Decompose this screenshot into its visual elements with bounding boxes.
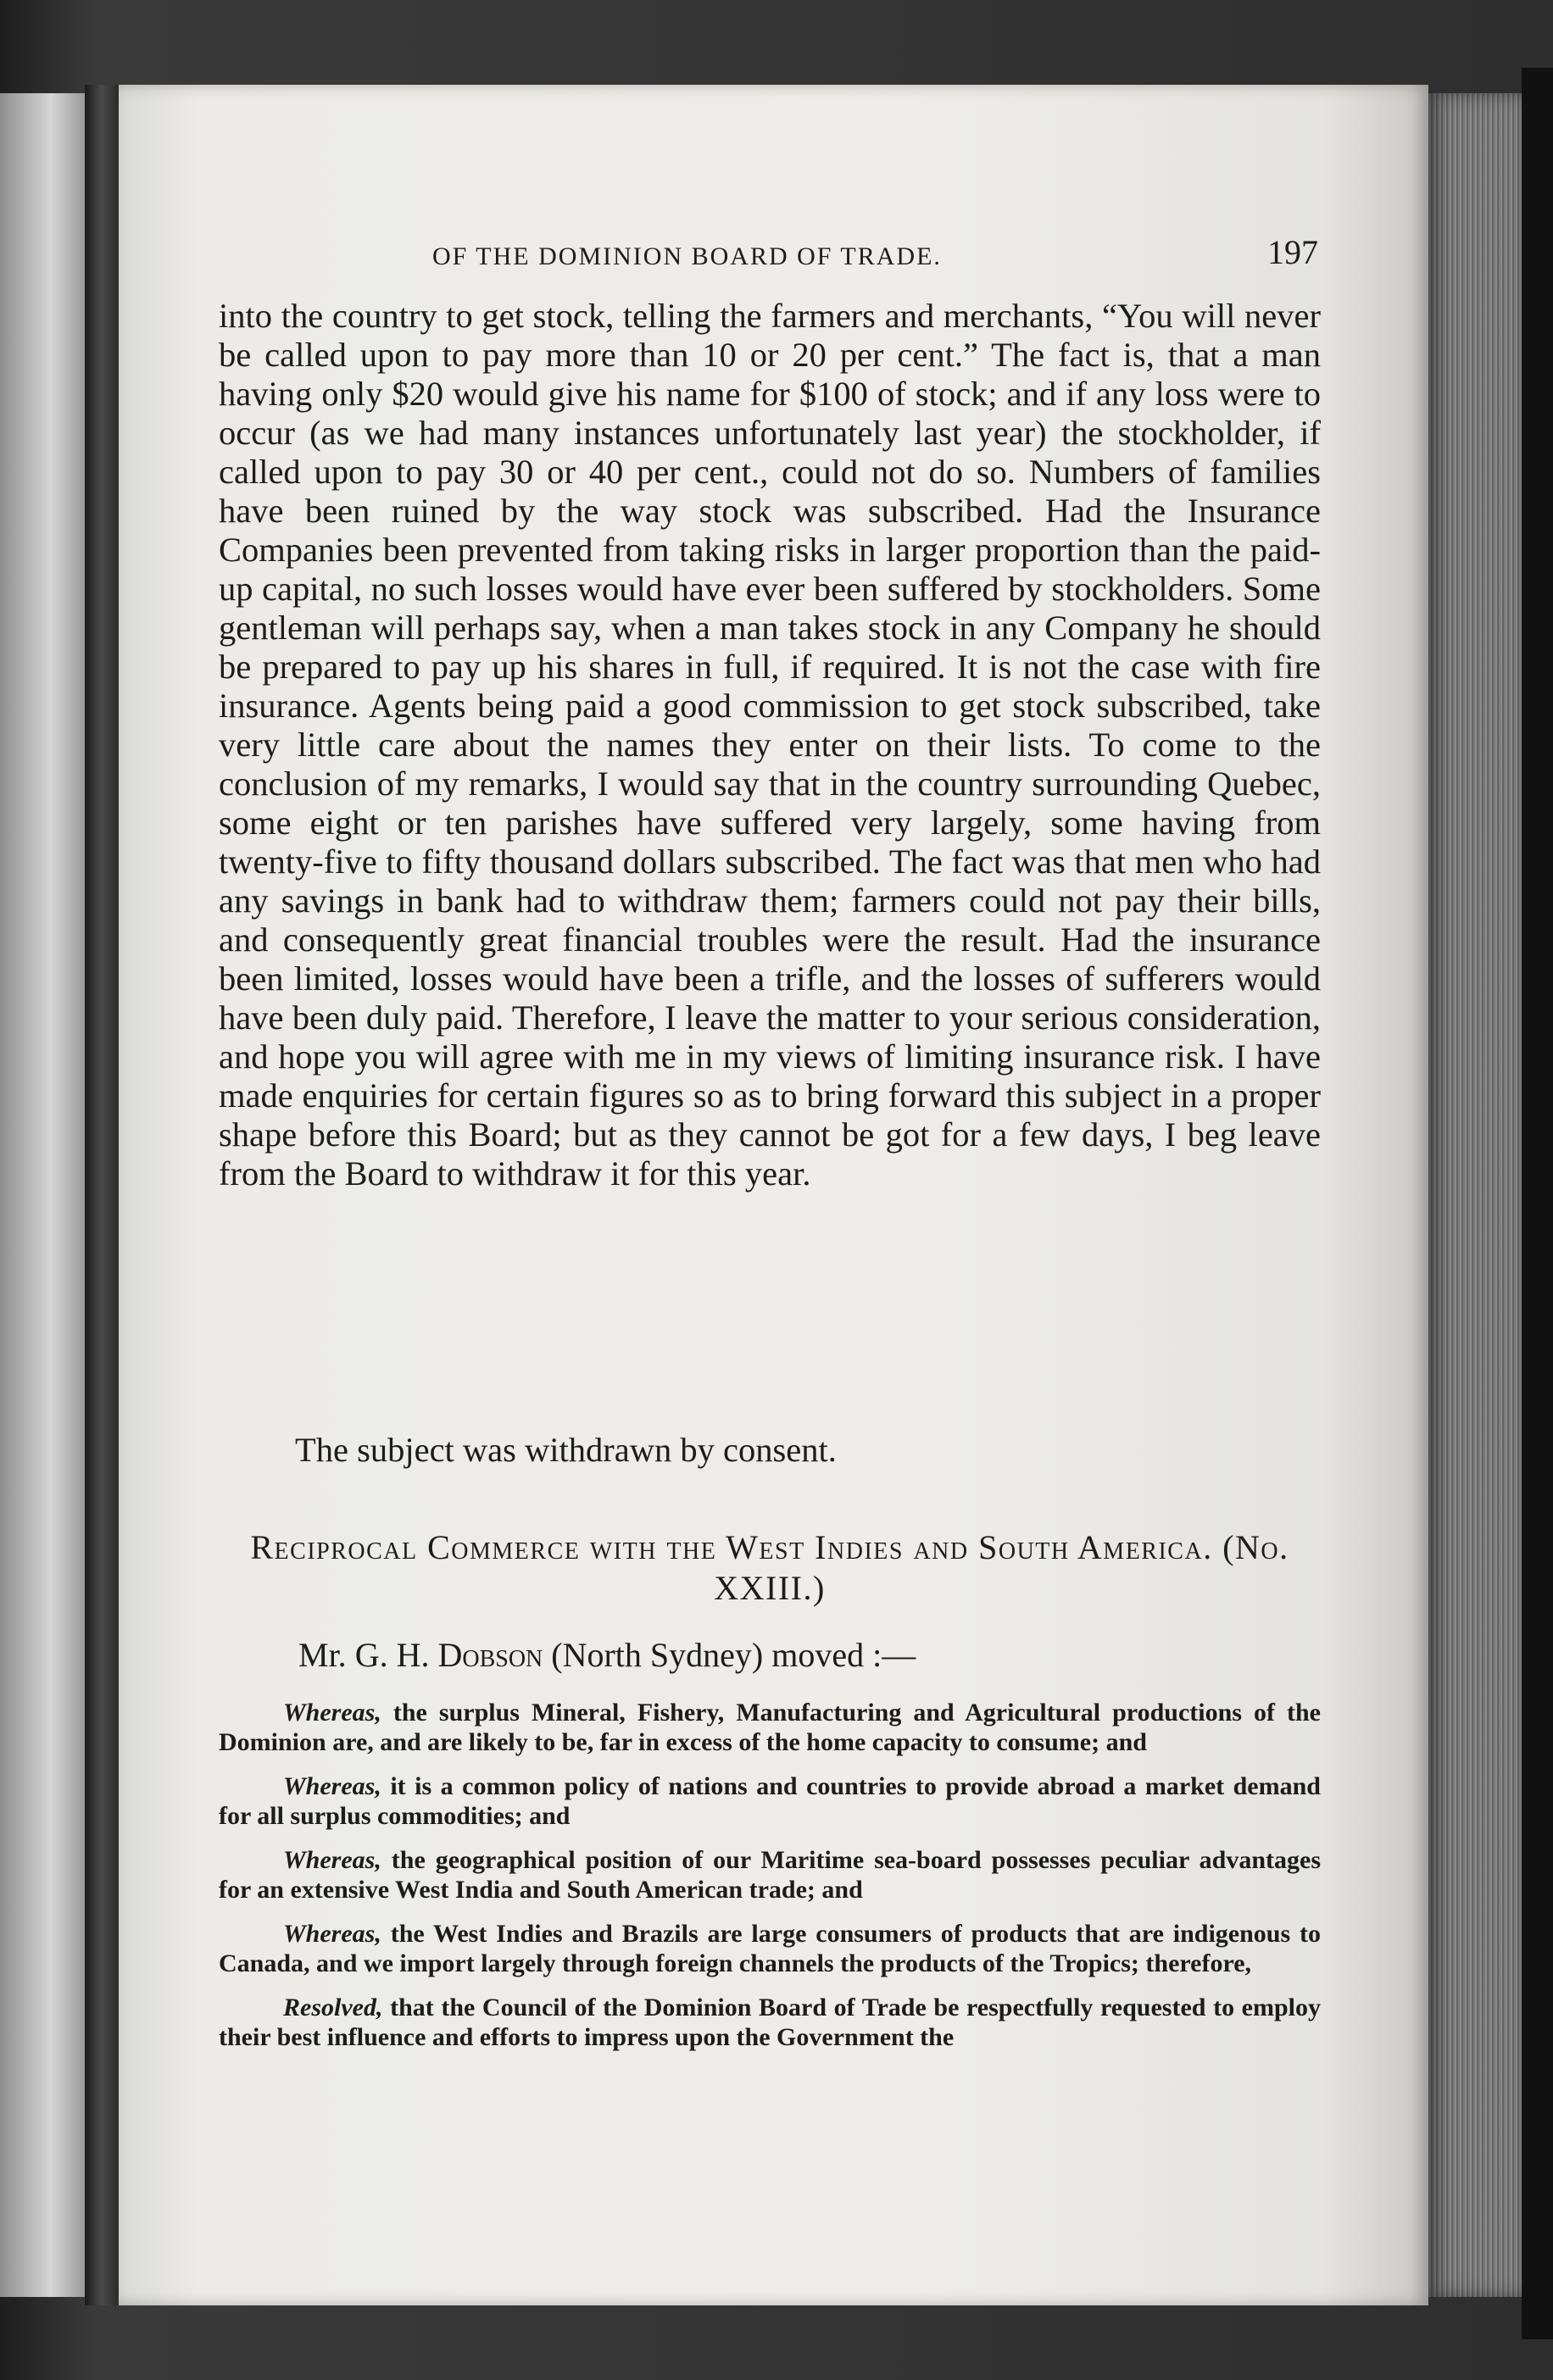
clause-lead: Whereas, (283, 1920, 381, 1948)
section-heading: Reciprocal Commerce with the West Indies and South America. (No. XXIII.) (250, 1528, 1289, 1607)
withdrawn-note: The subject was withdrawn by consent. (295, 1431, 837, 1469)
body-paragraph: into the country to get stock, telling the farmers and merchants, “You will never be called upon to pay more than 10 or 20 per cent.” The fact is, that a man having only $20 would give his name for $100 of stock; and if any loss were to occur (as we had many instances unfortunately last year) the stockholder, if called upon to pay 30 or 40 per cent., could not do so. Numbers of families have been ruined by the way stock was subscribed. Had the Insurance Companies been prevented from taking risks in larger proportion than the paid-up capital, no such losses would have ever been suffered by stockholders. Some gentleman will perhaps say, when a man takes stock in any Company he should be prepared to pay up his shares in full, if required. It is not the case with fire insurance. Agents being paid a good commission to get stock subscribed, take very little care about the names they enter on their lists. To come to the conclusion of my remarks, I would say that in the country surrounding Quebec, some eight or ten parishes have suffered very largely, some having from twenty-five to fifty thousand dollars subscribed. The fact was that men who had any savings in bank had to withdraw them; farmers could not pay their bills, and consequently great financial troubles were the result. Had the insurance been limited, losses would have been a trifle, and the losses of sufferers would have been duly paid. Therefore, I leave the matter to your serious consideration, and hope you will agree with me in my views of limiting insurance risk. I have made enquiries for certain figures so as to bring forward this subject in a proper shape before this Board; but as they cannot be got for a few days, I beg leave from the Board to withdraw it for this year. (219, 297, 1321, 1193)
clause-text: that the Council of the Dominion Board of Trade be respectfully requested to employ their best influence and efforts to impress upon the Government the (219, 1994, 1321, 2051)
page-stack-edge (1428, 93, 1522, 2297)
running-head: OF THE DOMINION BOARD OF TRADE. (432, 242, 942, 270)
resolution-clause (219, 1771, 1321, 1831)
clause-lead: Whereas, (283, 1772, 381, 1800)
resolution-clause (219, 1919, 1321, 1978)
clause-text: the surplus Mineral, Fishery, Manufacturing and Agricultural productions of the Dominion are, and are likely to be, far in excess of the home capacity to consume; and (219, 1699, 1321, 1756)
cover-edge (1522, 68, 1553, 2339)
resolution-clause (219, 1698, 1321, 1757)
mover-name: G. H. Dobson (354, 1636, 543, 1674)
clause-lead: Resolved, (283, 1994, 383, 2021)
clause-text: it is a common policy of nations and countries to provide abroad a market demand for all surplus commodities; and (219, 1772, 1321, 1830)
facing-page-edge (0, 93, 85, 2297)
resolution-clause (219, 1993, 1321, 2052)
page-header (212, 231, 1318, 281)
book-gutter (85, 85, 119, 2305)
mover-prefix: Mr. (298, 1636, 355, 1674)
resolution-clause (219, 1845, 1321, 1905)
mover-suffix: (North Sydney) moved :— (543, 1636, 916, 1674)
page-number: 197 (1267, 233, 1318, 271)
motion-intro (298, 1636, 916, 1675)
body-text (219, 297, 1321, 1193)
clause-lead: Whereas, (283, 1846, 381, 1874)
clause-lead: Whereas, (283, 1699, 381, 1727)
clause-text: the geographical position of our Maritime sea-board possesses peculiar advantages for an extensive West India and South American trade; and (219, 1846, 1321, 1904)
clause-text: the West Indies and Brazils are large consumers of products that are indigenous to Canada, and we import largely through foreign channels the products of the Tropics; therefore, (219, 1920, 1321, 1977)
resolution-text (219, 1698, 1321, 2052)
